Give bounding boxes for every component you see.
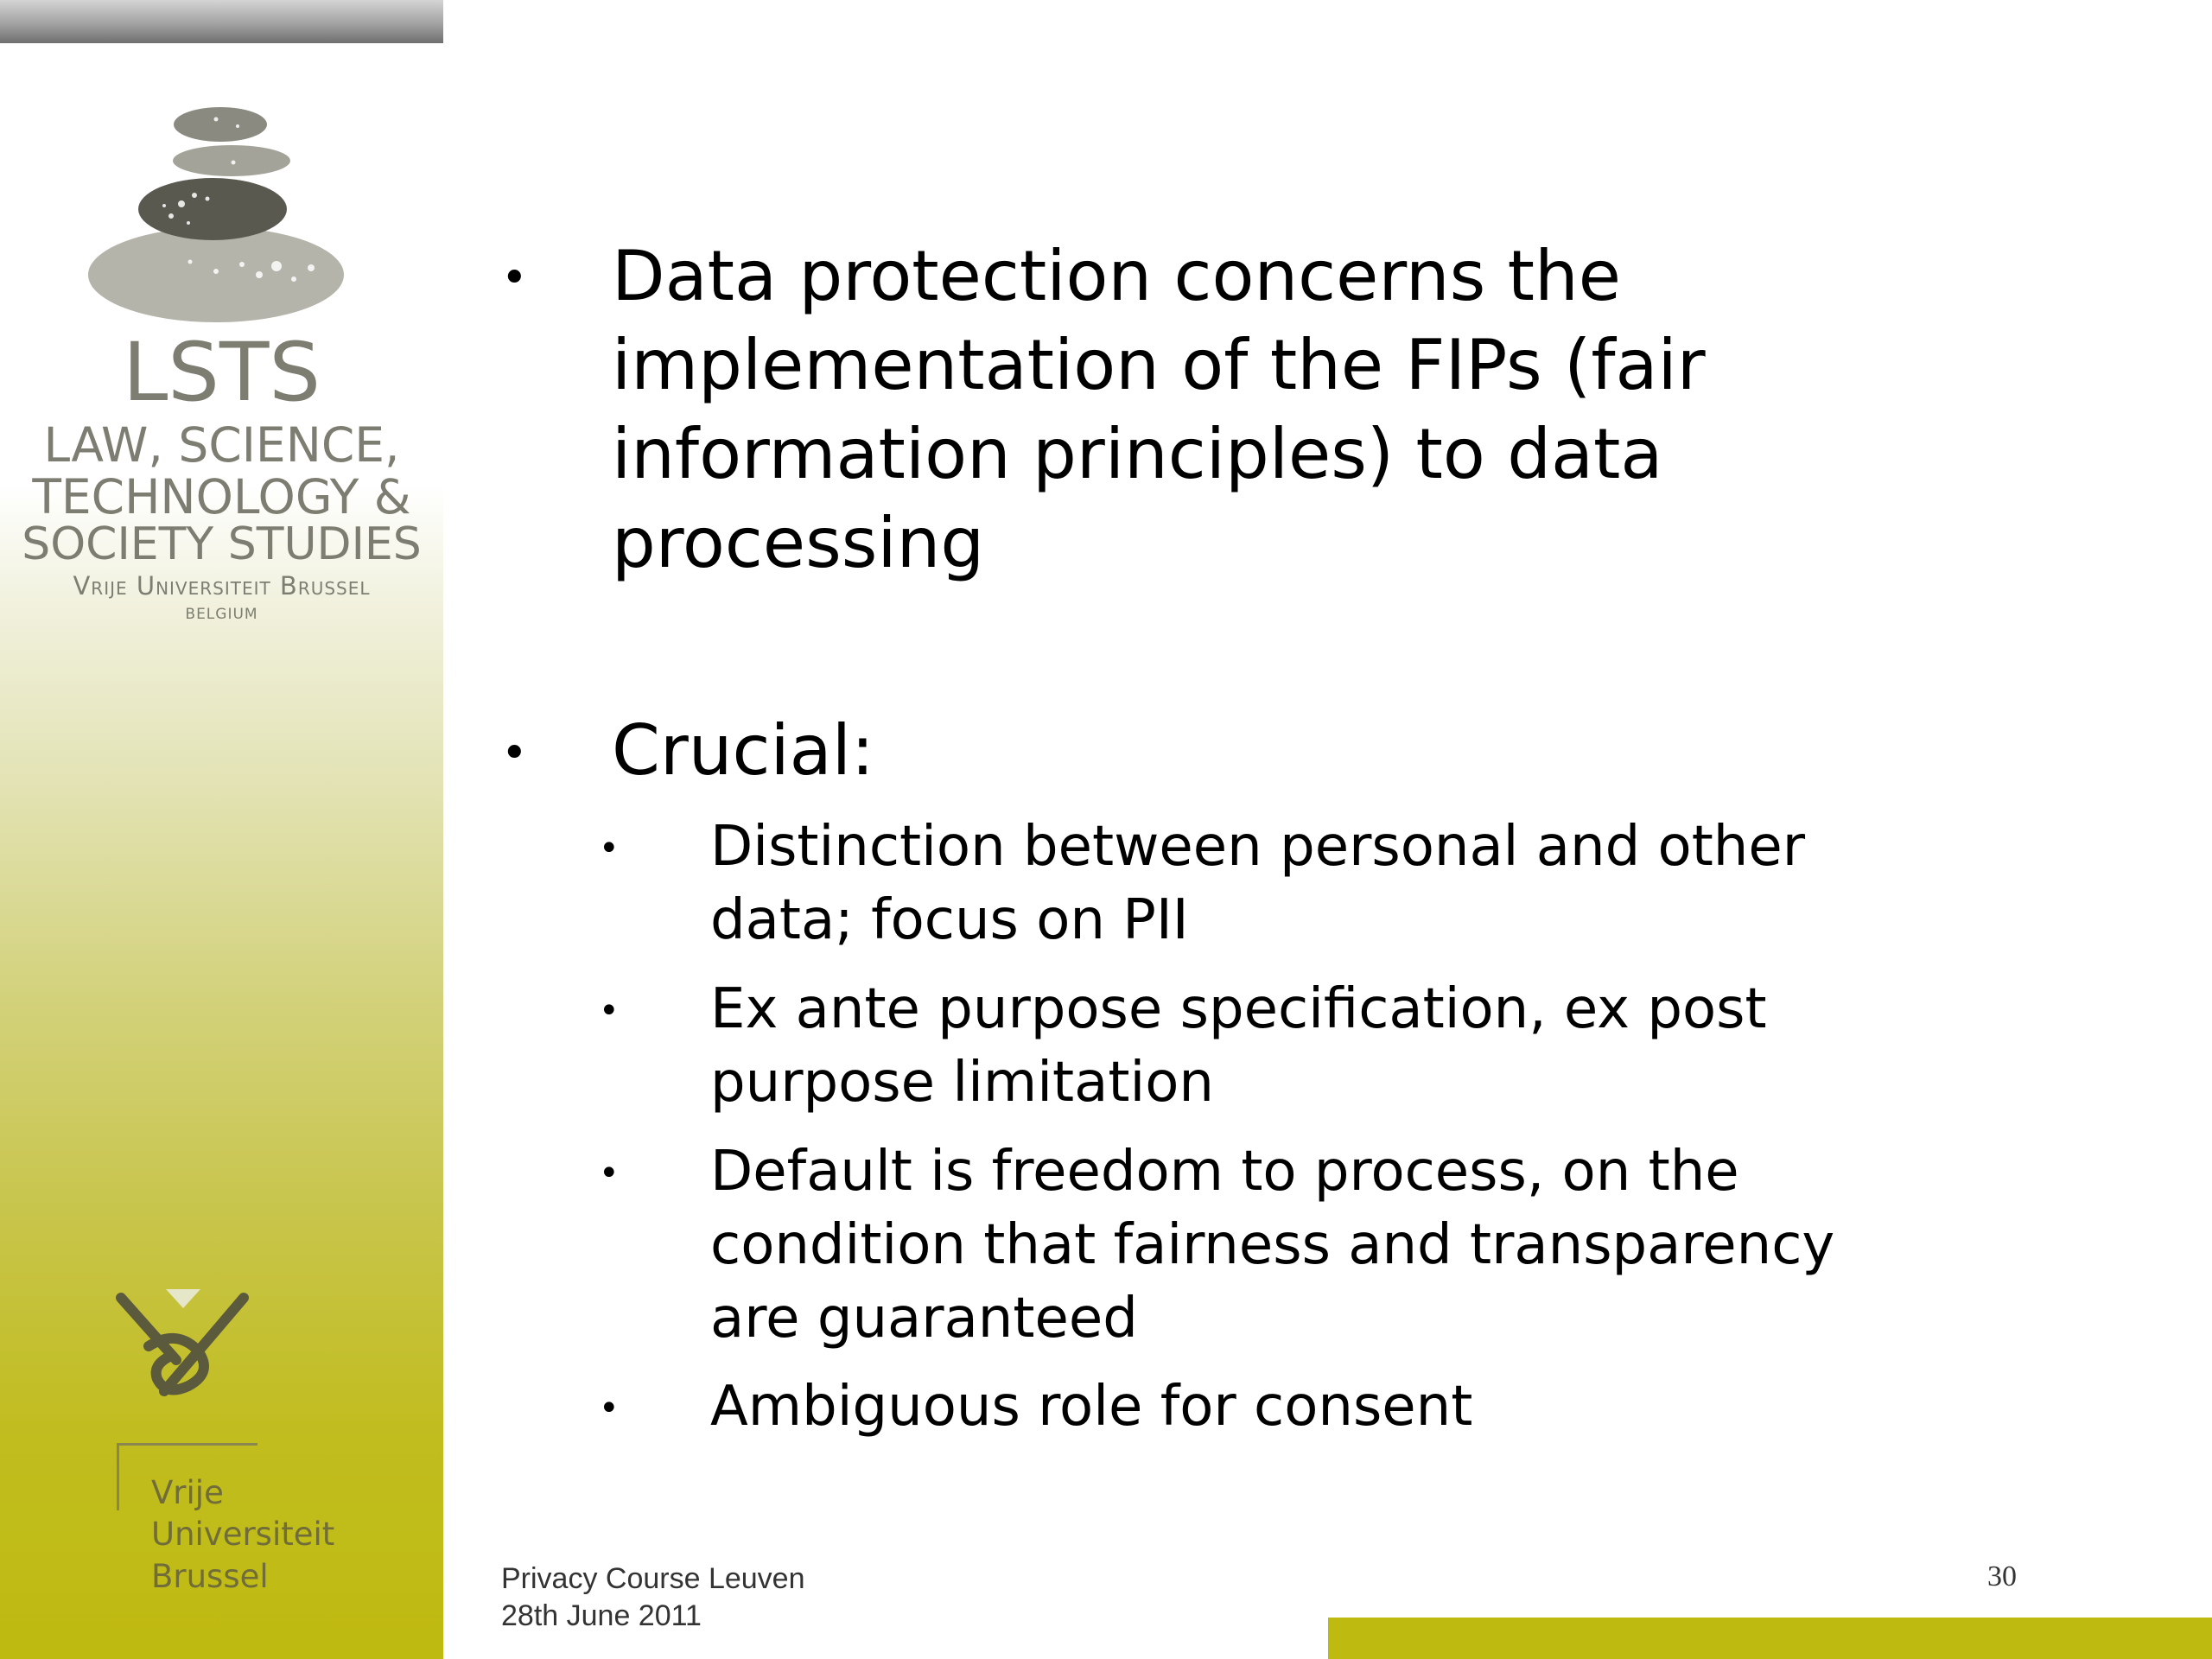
- bullet-marker: •: [501, 728, 528, 779]
- sub-bullet-marker: •: [599, 1389, 620, 1428]
- footer-date: 28th June 2011: [501, 1599, 702, 1632]
- vub-name-line-2: Universiteit: [151, 1516, 335, 1553]
- logo-university-line: Vrije Universiteit Brussel: [73, 571, 371, 601]
- sub-bullet-marker: •: [599, 991, 620, 1031]
- vub-name-line-3: Brussel: [151, 1558, 269, 1595]
- logo-line-2: TECHNOLOGY &: [32, 469, 411, 524]
- sub-bullet-consent: Ambiguous role for consent: [710, 1375, 1473, 1439]
- sub-bullet-distinction: Distinction between personal and other data; focus on PII: [710, 815, 1806, 952]
- bullet-crucial: Crucial:: [612, 710, 874, 791]
- sidebar-top-bar: [0, 0, 443, 43]
- logo-country-line: BELGIUM: [185, 606, 258, 623]
- vub-emblem-icon: [114, 1289, 252, 1406]
- footer-course-name: Privacy Course Leuven: [501, 1562, 805, 1595]
- bullet-marker: •: [501, 252, 528, 304]
- sidebar: [0, 0, 443, 1659]
- vub-name-line-1: Vrije: [151, 1474, 224, 1511]
- logo-line-1: LAW, SCIENCE,: [43, 417, 400, 473]
- stones-logo-icon: [86, 102, 354, 327]
- sub-bullet-marker: •: [599, 829, 620, 868]
- logo-abbreviation: LSTS: [122, 326, 321, 420]
- bullet-data-protection: Data protection concerns the implementation of the FIPs (fair information principles) to data processing: [612, 236, 1706, 583]
- sub-bullet-default-freedom: Default is freedom to process, on the condition that fairness and transparency are guaranteed: [710, 1140, 1835, 1351]
- sub-bullet-marker: •: [599, 1154, 620, 1193]
- sub-bullet-purpose: Ex ante purpose specification, ex post purpose limitation: [710, 977, 1767, 1115]
- page-number: 30: [1987, 1560, 2017, 1592]
- footer-accent-bar: [1328, 1618, 2212, 1659]
- logo-line-3: SOCIETY STUDIES: [22, 518, 422, 570]
